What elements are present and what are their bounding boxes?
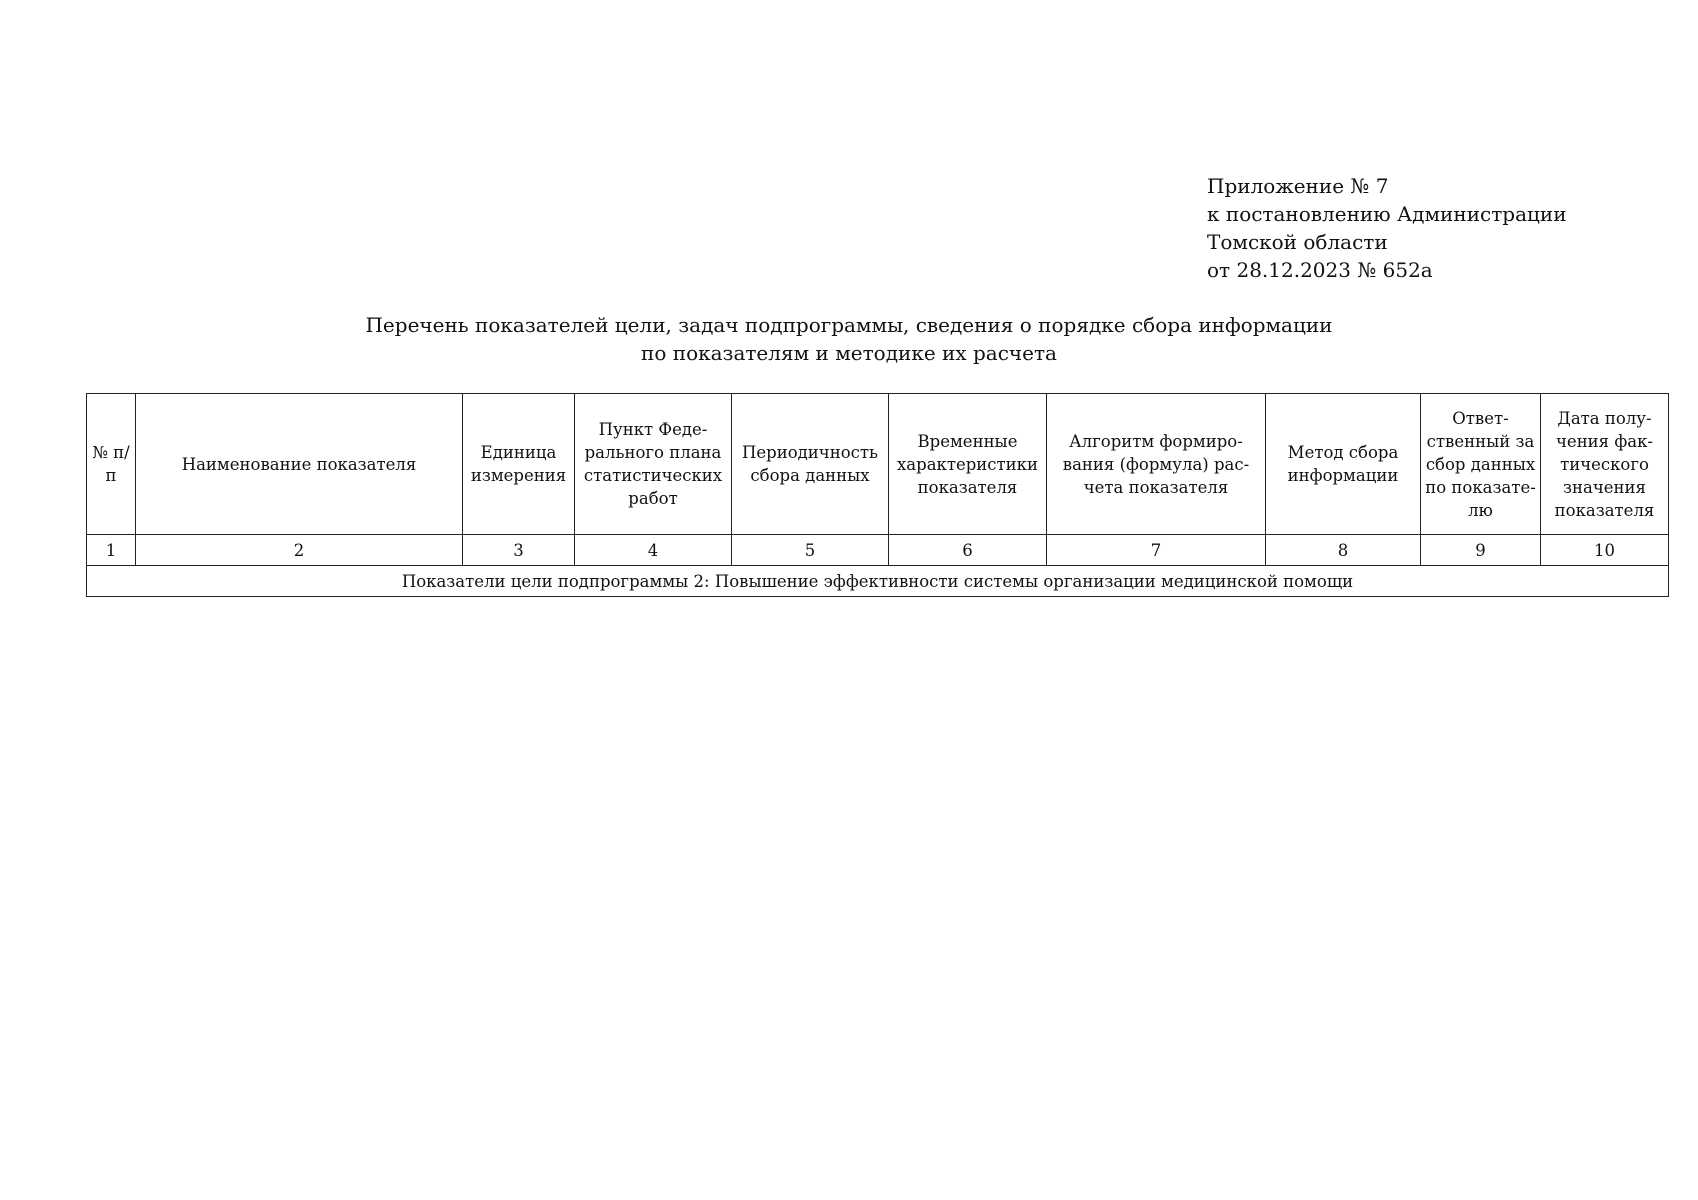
- header-actual-value-date: Дата полу-чения фак-тического значения показателя: [1541, 394, 1669, 535]
- document-title: [0, 311, 1698, 367]
- column-number: 2: [136, 535, 463, 566]
- appendix-region: Томской области: [1207, 230, 1388, 254]
- appendix-block: [1207, 172, 1567, 284]
- column-number: 5: [732, 535, 889, 566]
- column-number: 9: [1421, 535, 1541, 566]
- column-number: 1: [87, 535, 136, 566]
- column-number: 8: [1266, 535, 1421, 566]
- column-number: 7: [1047, 535, 1266, 566]
- title-line-2: по показателям и методике их расчета: [641, 341, 1057, 365]
- column-number: 3: [463, 535, 575, 566]
- appendix-reference: к постановлению Администрации: [1207, 202, 1567, 226]
- section-label: Показатели цели подпрограммы 2: Повышение эффективности системы организации медицинской помощи: [87, 566, 1669, 597]
- header-collection-method: Метод сбора информации: [1266, 394, 1421, 535]
- header-periodicity: Периодичность сбора данных: [732, 394, 889, 535]
- header-indicator-name: Наименование показателя: [136, 394, 463, 535]
- column-number: 4: [575, 535, 732, 566]
- header-algorithm: Алгоритм формиро-вания (формула) рас-чета показателя: [1047, 394, 1266, 535]
- title-line-1: Перечень показателей цели, задач подпрограммы, сведения о порядке сбора информации: [365, 313, 1333, 337]
- section-row: [87, 566, 1669, 597]
- header-time-characteristics: Временные характеристики показателя: [889, 394, 1047, 535]
- appendix-number: Приложение № 7: [1207, 174, 1389, 198]
- table-header-row: [87, 394, 1669, 535]
- header-federal-plan-item: Пункт Феде-рального плана статистических работ: [575, 394, 732, 535]
- indicators-table: [86, 393, 1669, 597]
- column-number-row: [87, 535, 1669, 566]
- header-responsible: Ответ-ственный за сбор данных по показате-лю: [1421, 394, 1541, 535]
- header-row-number: № п/п: [87, 394, 136, 535]
- appendix-date: от 28.12.2023 № 652а: [1207, 258, 1433, 282]
- column-number: 10: [1541, 535, 1669, 566]
- column-number: 6: [889, 535, 1047, 566]
- header-unit: Единица измерения: [463, 394, 575, 535]
